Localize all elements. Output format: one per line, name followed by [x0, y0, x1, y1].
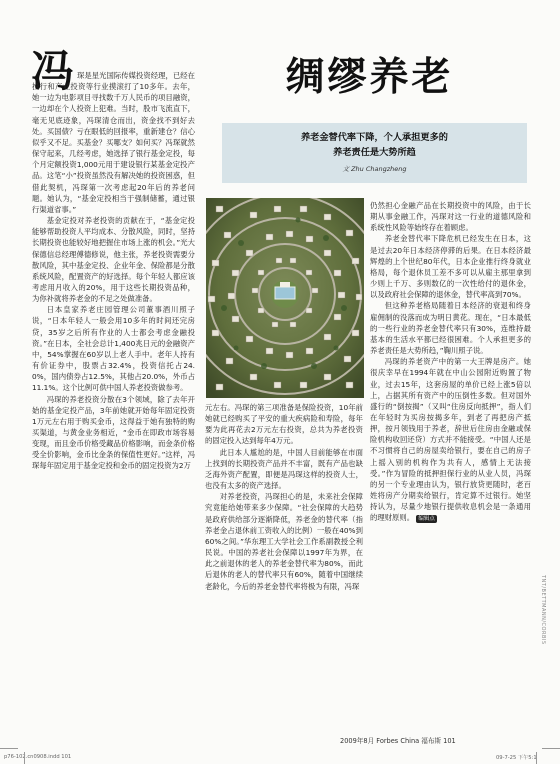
aerial-retirement-community-photo [206, 198, 364, 398]
print-slug-left: p76-102.cn0908.indd 101 [4, 754, 72, 760]
paragraph: 琛是星光国际传媒投资经理，已经在投行和产业投资等行业摸滚打了10多年。去年，她一边为电影项目寻找数千万人民币的项目融资，一边却在个人投资上犯难。当时，股市飞流直下，毫无见底迹象，冯琛清仓而出，资金找不到好去处。买国债？亏在眼低的回报率，重新建仓？信心似乎又不足。买基金？买哪支？如何买？冯琛就然保守起来，几经考虑，她选择了银行基金定投，每个月定额投资1,000元用于建设银行某基金定投产品。这笔“小”投资虽然没有解决她的投资困惑，但借此契机，冯琛第一次考虑起20年后的养老问题。她认为，“基金定投相当于强制储蓄，通过银行渠道省事。” [32, 71, 195, 214]
byline: 文 Zhu Changzheng [342, 165, 407, 173]
paragraph: 元左右。冯琛的第三项准备是保险投资，10年前她就已经购买了平安的重大疾病险和寿险，每年要为此再花去2万元左右投资，总共为养老投资的固定投入达到每年4万元。 [205, 403, 363, 446]
crop-mark [542, 748, 560, 749]
body-column-middle [205, 402, 363, 714]
paragraph: 对养老投资，冯琛担心的是，未来社会保障究竟能给她带来多少保障。“社会保障的大趋势是政府供给部分逐渐降低，养老金的替代率（指养老金占退休前工资收入的比例）一般在40%到60%之间。”华东理工大学社会工作系副教授仝利民说。中国的养老社会保障以1997年为界，在此之前退休的老人的养老金替代率为80%，而此后退休的老人的替代率只有60%，随着中国继续老龄化，今后的养老金替代率将极为有限，冯琛 [205, 492, 363, 591]
crop-mark [24, 752, 25, 764]
drop-cap: 冯 [31, 47, 74, 97]
deck-line-1: 养老金替代率下降，个人承担更多的 [301, 132, 448, 143]
paragraph: 养老金替代率下降危机已经发生在日本，这是过去20年日本经济停滞的后果。在日本经济最辉煌的上个世纪80年代，日本企业推行终身就业格局，每个退休员工差不多可以从雇主那里拿到少则上千万、多则数亿的一次性给付的退休金，以及政府社会保障的退休金，替代率高到70%。 [370, 234, 531, 300]
paragraph: 日本皇家养老庄园管理公司董事酒川照子说，“日本年轻人一般会用10多年的时间还完房贷，35岁之后所有作业的人士都会考虑金融投资。”在日本，全社会总计1,400兆日元的金融资产中，54%掌握在60岁以上老人手中。老年人持有有价证券中，股票占32.4%，投资信托占24.0%，国内债券占12.5%，其他占20.0%，外币占11.1%。这个比例可供中国人养老投资做参考。 [32, 305, 195, 393]
photo-credit: TNT/BETTMANN/CORBIS [540, 575, 546, 645]
body-column-left [32, 70, 195, 715]
crop-mark [536, 752, 537, 764]
paragraph: 此日本人尴尬的是，中国人目前能够在市面上找到的长期投资产品并不丰富，既有产品也缺乏海外资产配置，即便是冯琛这样的投资人士，也没有太多的资产选择。 [205, 447, 363, 491]
crop-mark [0, 748, 18, 749]
deck-line-2: 养老责任是大势所趋 [333, 147, 416, 158]
paragraph: 仍然担心金融产品在长期投资中的风险，由于长期从事金融工作，冯琛对这一行业的道德风险和系统性风险等始终存在着顾虑。 [370, 201, 531, 233]
paragraph: 冯琛的养老投资分散在3个领域，除了去年开始的基金定投产品，3年前她就开始每年固定投资1万元左右用于购买金币，这得益于她有独特的购买渠道，与黄金业务相近，“金币在即政市场容易变现，而且金币价格受藏品价格影响，而金条价格受全价影响，金币比金条的保值性更好。”这样，冯琛每年固定用于基金定投和金币的固定投资为2万 [32, 394, 195, 471]
paragraph: 基金定投对养老投资的贡献在于，“基金定投能够帮助投资人平均成本、分散风险，同时，坚持长期投资也能较好地把握住市场上涨的机会。”光大保德信总经理傅德修说，他主张，养老投资需要分散风险，其中基金定投、企业年金、保险都是分散系统风险，配置资产的好选择。每个年轻人都应该考虑用月收入的20%，用于这些长期投资品种，为你补就将养老金的不足之处做准备。 [32, 216, 195, 304]
paragraph: 但这种养老格局随着日本经济的衰退和终身雇佣制的没落而成为明日黄花。现在，“日本最低的一些行业的养老金替代率只有30%，连维持最基本的生活水平都已经很困难。个人承担更多的养老责任是大势所趋，”鞠川照子说。 [370, 301, 531, 356]
print-slug-right: 09-7-25 下午5:1 [496, 755, 537, 761]
end-mark: 编辑点 [418, 516, 435, 523]
page-folio: 2009年8月 Forbes China 福布斯 101 [340, 737, 456, 745]
body-column-right [370, 200, 531, 714]
article-title: 绸缪养老 [285, 54, 454, 100]
article-deck [222, 130, 527, 160]
paragraph: 冯琛的养老资产中的第一大王牌是房产。她很庆幸早在1994年就在中山公园附近购置了物业，过去15年，这套房屋的单价已经上涨5倍以上，占据其所有资产中的压倒性多数。但对国外盛行的“倒按揭”（又叫“住房反向抵押”，指人们在年轻时为买房按揭多年，到老了再把房产抵押，按月领钱用于养老，辞世后住房由金融或保险机构收回还贷）方式并不能接受。“中国人还是不习惯将自己的房屋卖给银行，要在自己的房子上摇入别的机构作为共有人，感情上无法接受。”作为冒险的抵押担保行业的从业人员，冯琛的另一个专业理由认为，银行放贷更随时，老百姓将房产分期卖给银行，肯定算不过银行。她坚持认为，尽量少地银行提供收息机会是一条通用的理财原则。 编辑点 [370, 357, 531, 523]
